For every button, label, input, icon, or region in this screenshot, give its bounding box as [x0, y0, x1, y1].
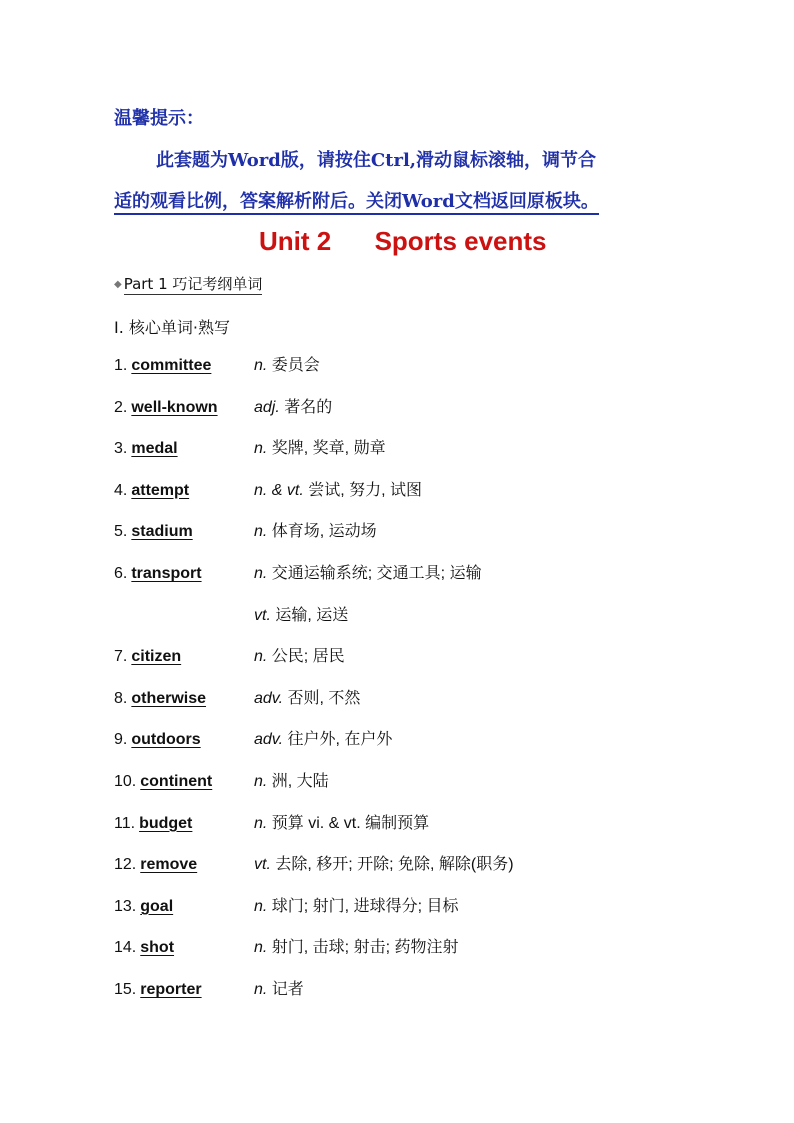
vocab-number: 3. — [114, 440, 128, 458]
vocab-entry — [114, 438, 178, 460]
vocab-number: 10. — [114, 772, 137, 790]
vocab-row — [114, 813, 754, 855]
tip-line-1: 此套题为Word版，请按住Ctrl,滑动鼠标滚轴，调节合 — [156, 150, 597, 171]
vocab-meaning: 交通运输系统; 交通工具; 运输 — [267, 564, 482, 582]
unit-title: Unit 2 Sports events — [259, 226, 547, 256]
section-title: Ⅰ. 核心单词·熟写 — [114, 318, 230, 337]
vocab-entry — [114, 937, 174, 959]
vocab-entry — [114, 521, 193, 543]
vocab-word: attempt — [131, 481, 190, 499]
vocab-definition — [254, 729, 392, 751]
vocab-meaning: 体育场, 运动场 — [267, 523, 377, 541]
vocab-number: 8. — [114, 689, 128, 707]
part-of-speech: n. — [254, 939, 268, 957]
vocab-word: transport — [131, 564, 202, 582]
vocab-number: 15. — [114, 980, 137, 998]
vocab-entry — [114, 813, 192, 835]
vocab-word: otherwise — [131, 689, 207, 707]
vocab-list — [114, 355, 754, 1021]
vocab-row — [114, 896, 754, 938]
vocab-definition — [254, 355, 320, 377]
vocab-row — [114, 521, 754, 563]
tip-title: 温馨提示： — [114, 108, 204, 129]
vocab-row — [114, 563, 754, 605]
vocab-row — [114, 646, 754, 688]
vocab-word: reporter — [140, 980, 202, 998]
vocab-entry — [114, 605, 118, 627]
vocab-definition — [254, 521, 377, 543]
vocab-entry — [114, 896, 173, 918]
vocab-word: outdoors — [131, 731, 201, 749]
part-label: Part 1 巧记考纲单词 — [123, 275, 263, 293]
vocab-number: 14. — [114, 939, 137, 957]
vocab-meaning: 洲, 大陆 — [267, 772, 329, 790]
vocab-meaning: 著名的 — [279, 398, 333, 416]
vocab-entry — [114, 688, 206, 710]
vocab-meaning: 运输, 运送 — [270, 606, 349, 624]
vocab-word: committee — [131, 357, 212, 374]
vocab-definition — [254, 813, 429, 835]
part-of-speech: n. — [254, 897, 268, 915]
part-of-speech: adj. — [254, 398, 280, 416]
part-of-speech: n. — [254, 523, 268, 541]
part-of-speech: n. — [254, 772, 268, 790]
part-of-speech: n. — [254, 980, 268, 998]
vocab-row — [114, 688, 754, 730]
vocab-entry — [114, 979, 202, 1001]
vocab-definition — [254, 646, 345, 668]
tip-line-2 — [114, 187, 599, 213]
vocab-meaning: 奖牌, 奖章, 勋章 — [267, 440, 386, 458]
vocab-number: 6. — [114, 564, 128, 582]
vocab-row — [114, 605, 754, 647]
vocab-meaning: 射门, 击球; 射击; 药物注射 — [267, 939, 459, 957]
part-of-speech: vt. — [254, 606, 271, 624]
vocab-meaning: 尝试, 努力, 试图 — [303, 481, 423, 499]
vocab-number: 1. — [114, 357, 128, 374]
vocab-number: 4. — [114, 481, 128, 499]
vocab-definition — [254, 563, 482, 585]
vocab-word: citizen — [131, 648, 182, 666]
vocab-word: budget — [139, 814, 193, 832]
vocab-meaning: 记者 — [267, 980, 304, 998]
vocab-row — [114, 438, 754, 480]
vocab-word: shot — [140, 939, 175, 957]
vocab-row — [114, 771, 754, 813]
vocab-meaning: 委员会 — [267, 357, 320, 374]
vocab-meaning: 预算 vi. & vt. 编制预算 — [267, 814, 430, 832]
vocab-row — [114, 937, 754, 979]
part-of-speech: n. — [254, 814, 268, 832]
part-of-speech: adv. — [254, 731, 284, 749]
vocab-definition — [254, 688, 360, 710]
vocab-definition — [254, 438, 386, 460]
tip-line-2-text: 适的观看比例，答案解析附后。关闭Word文档返回原板块。 — [114, 191, 599, 215]
vocab-entry — [114, 397, 218, 419]
vocab-word: goal — [140, 897, 174, 915]
vocab-definition — [254, 771, 329, 793]
vocab-definition — [254, 480, 422, 502]
vocab-row — [114, 355, 754, 397]
vocab-word: continent — [140, 772, 213, 790]
vocab-row — [114, 480, 754, 522]
part-heading — [114, 273, 262, 294]
diamond-icon: ◆ — [114, 279, 122, 290]
vocab-meaning: 否则, 不然 — [283, 689, 361, 707]
vocab-number: 5. — [114, 523, 128, 541]
vocab-meaning: 公民; 居民 — [267, 648, 345, 666]
vocab-definition — [254, 605, 348, 627]
vocab-row — [114, 854, 754, 896]
part-of-speech: n. — [254, 440, 268, 458]
vocab-number: 9. — [114, 731, 128, 749]
vocab-entry — [114, 480, 189, 502]
vocab-definition — [254, 854, 514, 876]
vocab-entry — [114, 646, 181, 668]
part-of-speech: vt. — [254, 856, 271, 874]
vocab-definition — [254, 979, 304, 1001]
vocab-meaning: 球门; 射门, 进球得分; 目标 — [267, 897, 459, 915]
vocab-number: 2. — [114, 398, 128, 416]
vocab-row — [114, 397, 754, 439]
vocab-entry — [114, 563, 202, 585]
vocab-entry — [114, 729, 201, 751]
part-of-speech: n. — [254, 564, 268, 582]
vocab-entry — [114, 771, 212, 793]
vocab-number: 11. — [114, 814, 136, 832]
vocab-definition — [254, 937, 458, 959]
vocab-definition — [254, 896, 458, 918]
vocab-entry — [114, 355, 211, 377]
vocab-entry — [114, 854, 197, 876]
vocab-word: well-known — [131, 398, 218, 416]
vocab-number: 12. — [114, 856, 137, 874]
vocab-word: stadium — [131, 523, 193, 541]
vocab-row — [114, 979, 754, 1021]
part-of-speech: n. & vt. — [254, 481, 304, 499]
vocab-definition — [254, 397, 332, 419]
part-of-speech: adv. — [254, 689, 284, 707]
vocab-word: medal — [131, 440, 178, 458]
vocab-number: 7. — [114, 648, 128, 666]
vocab-number: 13. — [114, 897, 137, 915]
vocab-meaning: 往户外, 在户外 — [283, 731, 393, 749]
part-of-speech: n. — [254, 648, 268, 666]
part-of-speech: n. — [254, 357, 268, 374]
vocab-meaning: 去除, 移开; 开除; 免除, 解除(职务) — [270, 856, 514, 874]
vocab-row — [114, 729, 754, 771]
vocab-word: remove — [140, 856, 198, 874]
